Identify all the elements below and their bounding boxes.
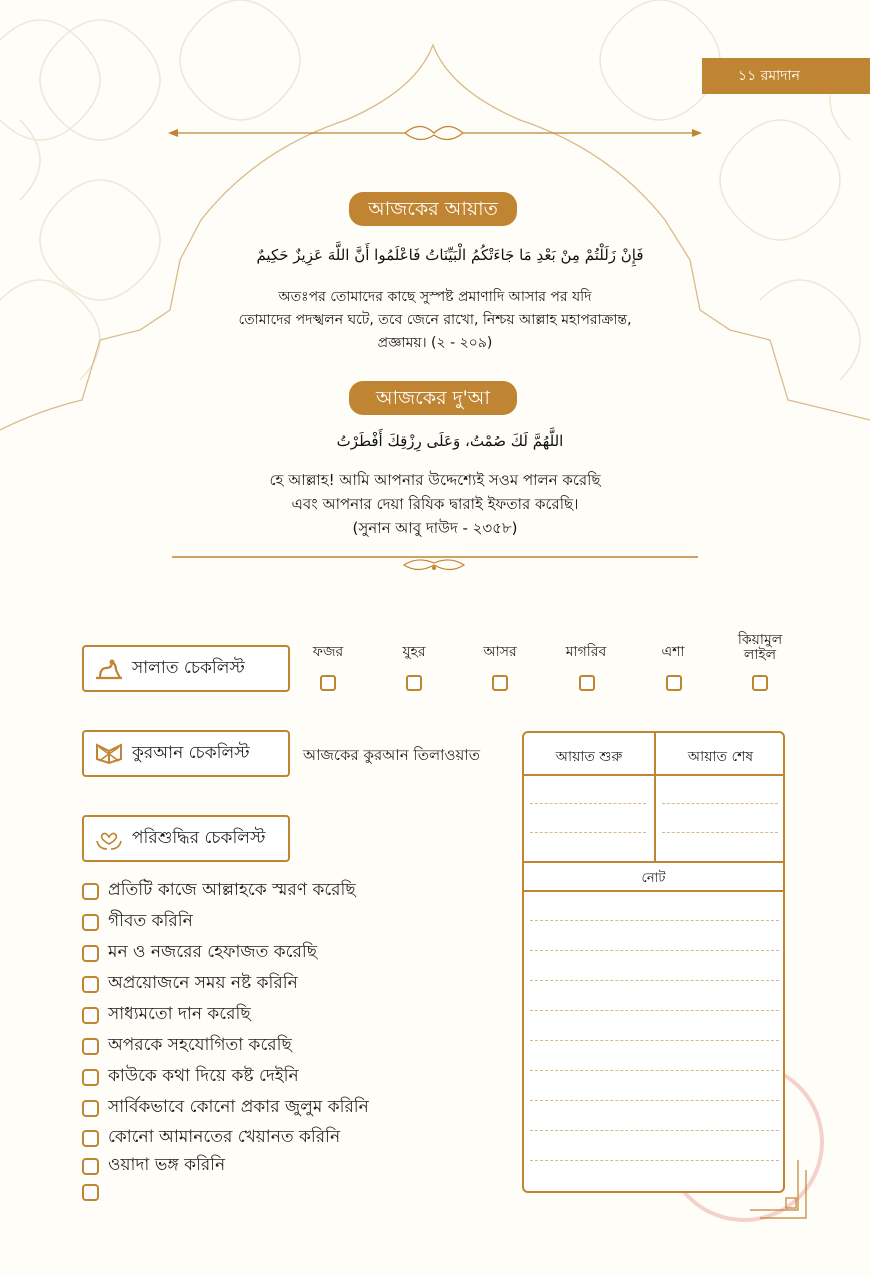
purity-item-label: সাধ্যমতো দান করেছি [108,1004,251,1024]
ayah-translation [150,286,720,355]
quran-checklist-label [82,730,290,777]
ayah-translation-line: তোমাদের পদস্খলন ঘটে, তবে জেনে রাখো, নিশ্চয় আল্লাহ মহাপরাক্রান্ত, [238,312,632,328]
prayer-isha-label: এশা [661,644,685,660]
note-line[interactable] [530,1010,779,1011]
note-line[interactable] [530,1040,779,1041]
purity-item[interactable] [82,1124,340,1152]
checkbox[interactable] [82,976,99,993]
dua-reference: (সুনান আবু দাউদ - ২৩৫৮) [352,519,518,537]
checkbox[interactable] [82,945,99,962]
checkbox[interactable] [82,883,99,900]
purity-item-label: কোনো আমানতের খেয়ানত করিনি [108,1127,341,1147]
ayah-start-header: আয়াত শুরু [555,749,623,765]
note-line[interactable] [530,920,779,921]
dua-arabic: اللَّهُمَّ لَكَ صُمْتُ، وَعَلَى رِزْقِكَ أَفْطَرْتُ [336,432,564,450]
ayah-start-line[interactable] [530,832,646,833]
table-divider [524,890,783,892]
purity-item[interactable] [82,1094,369,1122]
dua-translation [150,468,720,540]
checkbox-isha[interactable] [666,675,682,691]
purity-item-label: মন ও নজরের হেফাজত করেছি [108,942,317,962]
checkbox[interactable] [82,1007,99,1024]
purity-item[interactable] [82,1001,251,1029]
purity-item-label: অপ্রয়োজনে সময় নষ্ট করিনি [108,973,298,993]
ayah-end-header: আয়াত শেষ [687,749,754,765]
purity-item-label: ওয়াদা ভঙ্গ করিনি [108,1155,226,1175]
note-header: নোট [641,871,666,886]
prayer-fajr-label: ফজর [312,644,344,660]
purity-item-label: সার্বিকভাবে কোনো প্রকার জুলুম করিনি [108,1097,369,1117]
checkbox-asr[interactable] [492,675,508,691]
open-book-icon [94,742,124,766]
heart-hands-icon [94,827,124,851]
recitation-label: আজকের কুরআন তিলাওয়াত [303,746,480,764]
table-divider [524,861,783,863]
quran-checklist-title: কুরআন চেকলিস্ট [132,742,250,763]
ayah-heading: আজকের আয়াত [349,192,517,226]
table-divider [654,733,656,863]
checkbox[interactable] [82,1158,99,1175]
purity-checklist-label [82,815,290,862]
checkbox[interactable] [82,1184,99,1201]
checkbox[interactable] [82,1038,99,1055]
note-line[interactable] [530,1160,779,1161]
ayah-translation-line: অতঃপর তোমাদের কাছে সুস্পষ্ট প্রমাণাদি আসার পর যদি [278,289,592,305]
ayah-end-line[interactable] [662,803,778,804]
note-line[interactable] [530,980,779,981]
purity-item-label: গীবত করিনি [108,911,193,931]
checkbox-qiyam[interactable] [752,675,768,691]
salat-checklist-label [82,645,290,692]
prayer-asr-label: আসর [483,644,517,660]
purity-item[interactable] [82,970,298,998]
table-divider [524,774,783,776]
salat-checklist-title: সালাত চেকলিস্ট [132,657,245,678]
prayer-maghrib-label: মাগরিব [565,644,607,660]
dua-translation-line: এবং আপনার দেয়া রিযিক দ্বারাই ইফতার করেছি। [291,495,579,513]
purity-item[interactable] [82,1063,299,1091]
purity-item[interactable] [82,877,356,905]
purity-item-blank[interactable] [82,1178,108,1206]
purity-item-label: কাউকে কথা দিয়ে কষ্ট দেইনি [108,1066,299,1086]
purity-item[interactable] [82,939,317,967]
purity-checklist-title: পরিশুদ্ধির চেকলিস্ট [132,827,266,848]
ayah-arabic: فَإِنْ زَلَلْتُمْ مِنْ بَعْدِ مَا جَاءَتْكُمُ الْبَيِّنَاتُ فَاعْلَمُوا أَنَّ اللَّهَ عَزِيزٌ حَكِيمٌ [256,246,644,264]
prayer-mat-icon [94,657,124,681]
dua-translation-line: হে আল্লাহ! আমি আপনার উদ্দেশ্যেই সওম পালন করেছি [269,471,601,489]
checkbox-maghrib[interactable] [579,675,595,691]
checkbox-fajr[interactable] [320,675,336,691]
note-line[interactable] [530,1100,779,1101]
page-day-tag: ১১ রমাদান [702,58,870,94]
ayah-end-line[interactable] [662,832,778,833]
prayer-dhuhr-label: যুহর [402,644,426,660]
quran-recitation-table [522,731,785,1193]
purity-item[interactable] [82,1152,225,1180]
ayah-translation-line: প্রজ্ঞাময়। (২ - ২০৯) [377,335,493,351]
note-line[interactable] [530,1070,779,1071]
checkbox[interactable] [82,1130,99,1147]
dua-heading: আজকের দু'আ [349,381,517,415]
note-line[interactable] [530,950,779,951]
checkbox[interactable] [82,1100,99,1117]
note-line[interactable] [530,1130,779,1131]
purity-item-label: প্রতিটি কাজে আল্লাহকে স্মরণ করেছি [108,880,356,900]
prayer-qiyam-label: কিয়ামুল লাইল [737,632,783,663]
ayah-start-line[interactable] [530,803,646,804]
purity-item[interactable] [82,908,193,936]
purity-item[interactable] [82,1032,292,1060]
purity-item-label: অপরকে সহযোগিতা করেছি [108,1035,292,1055]
checkbox[interactable] [82,914,99,931]
checkbox-dhuhr[interactable] [406,675,422,691]
checkbox[interactable] [82,1069,99,1086]
